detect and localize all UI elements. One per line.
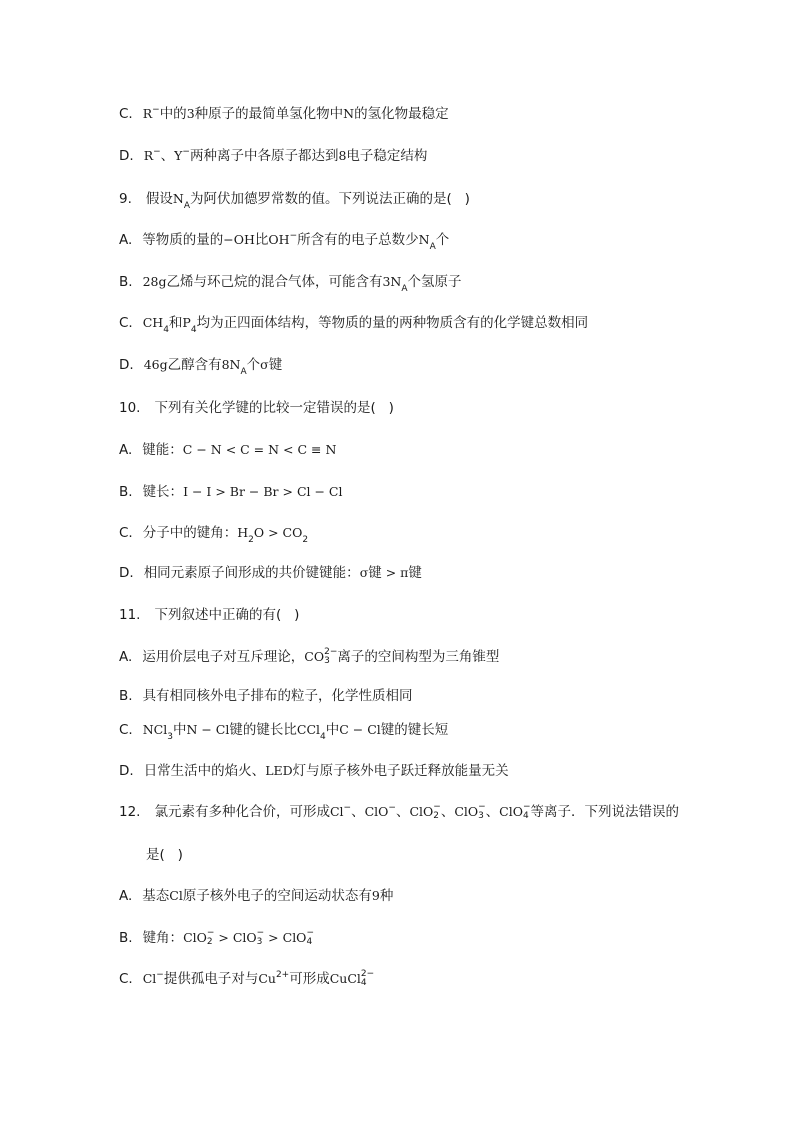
option-label: C. bbox=[119, 315, 133, 331]
option-label: A. bbox=[119, 649, 133, 665]
option-a-q11: A. 运用价层电子对互斥理论，CO 2− 3 离子的空间构型为三角锥型 bbox=[119, 647, 500, 666]
option-label: B. bbox=[119, 484, 133, 500]
question-10: 10. 下列有关化学键的比较一定错误的是( ) bbox=[119, 400, 394, 416]
question-number: 12. bbox=[119, 804, 141, 820]
option-d-q11: D. 日常生活中的焰火、LED灯与原子核外电子跃迁释放能量无关 bbox=[119, 763, 509, 779]
option-label: A. bbox=[119, 232, 133, 248]
question-11: 11. 下列叙述中正确的有( ) bbox=[119, 607, 300, 623]
question-number: 11. bbox=[119, 607, 141, 623]
question-12-continued bbox=[146, 845, 183, 865]
option-b-q10: B. 键长：I − I > Br − Br > Cl − Cl bbox=[119, 484, 343, 500]
option-c-q8: C. R−中的3种原子的最简单氢化物中N的氢化物最稳定 bbox=[119, 105, 449, 122]
option-a-q9: A. 等物质的量的−OH比OH−所含有的电子总数少$N_A$个 bbox=[119, 231, 450, 252]
option-label: A. bbox=[119, 888, 133, 904]
option-label: B. bbox=[119, 274, 133, 290]
option-label: C. bbox=[119, 971, 133, 987]
option-c-q12: C. Cl−提供孤电子对与$Cu^{2+}$可形成CuCl 2− 4 bbox=[119, 969, 375, 988]
option-label: B. bbox=[119, 688, 133, 704]
option-label: C. bbox=[119, 525, 133, 541]
question-12: 12. 氯元素有多种化合价，可形成Cl−、ClO−、ClO − 2 、ClO − 3 、ClO − 4 等离子．下列说法错误的 bbox=[119, 802, 680, 821]
option-b-q11: B. 具有相同核外电子排布的粒子，化学性质相同 bbox=[119, 688, 413, 704]
question-number: 10. bbox=[119, 400, 141, 416]
option-d-q10: D. 相同元素原子间形成的共价键键能：σ键 > π键 bbox=[119, 565, 422, 581]
question-number: 9. bbox=[119, 191, 132, 207]
option-a-q10: A. 键能：C − N < C = N < C ≡ N bbox=[119, 442, 337, 458]
option-label: C. bbox=[119, 106, 133, 122]
option-d-q9: D. 46g乙醇含有$8N_A$个σ键 bbox=[119, 357, 283, 377]
option-label: D. bbox=[119, 763, 134, 779]
option-c-q9: C. $CH_4$和$P_4$均为正四面体结构，等物质的量的两种物质含有的化学键总数相同 bbox=[119, 315, 589, 335]
option-label: A. bbox=[119, 442, 133, 458]
option-label: D. bbox=[119, 565, 134, 581]
option-c-q11: C. NCl$_3$中N − Cl键的键长比CCl$_4$中C − Cl键的键长短 bbox=[119, 722, 449, 742]
option-d-q8: D. R−、Y−两种离子中各原子都达到8电子稳定结构 bbox=[119, 147, 428, 164]
option-b-q12: B. 键角：ClO − 2 > ClO − 3 > ClO − 4 bbox=[119, 928, 314, 947]
option-c-q10: C. 分子中的键角：$H_2O > CO_2$ bbox=[119, 525, 309, 545]
option-b-q9: B. 28g乙烯与环己烷的混合气体，可能含有$3N_A$个氢原子 bbox=[119, 274, 462, 294]
option-label: D. bbox=[119, 148, 134, 164]
option-a-q12: A. 基态Cl原子核外电子的空间运动状态有9种 bbox=[119, 888, 394, 904]
option-label: D. bbox=[119, 357, 134, 373]
option-label: C. bbox=[119, 722, 133, 738]
question-12-tail: 是( ) bbox=[146, 847, 183, 863]
question-9: 9. 假设$N_A$为阿伏加德罗常数的值。下列说法正确的是( ) bbox=[119, 191, 470, 211]
option-label: B. bbox=[119, 930, 133, 946]
